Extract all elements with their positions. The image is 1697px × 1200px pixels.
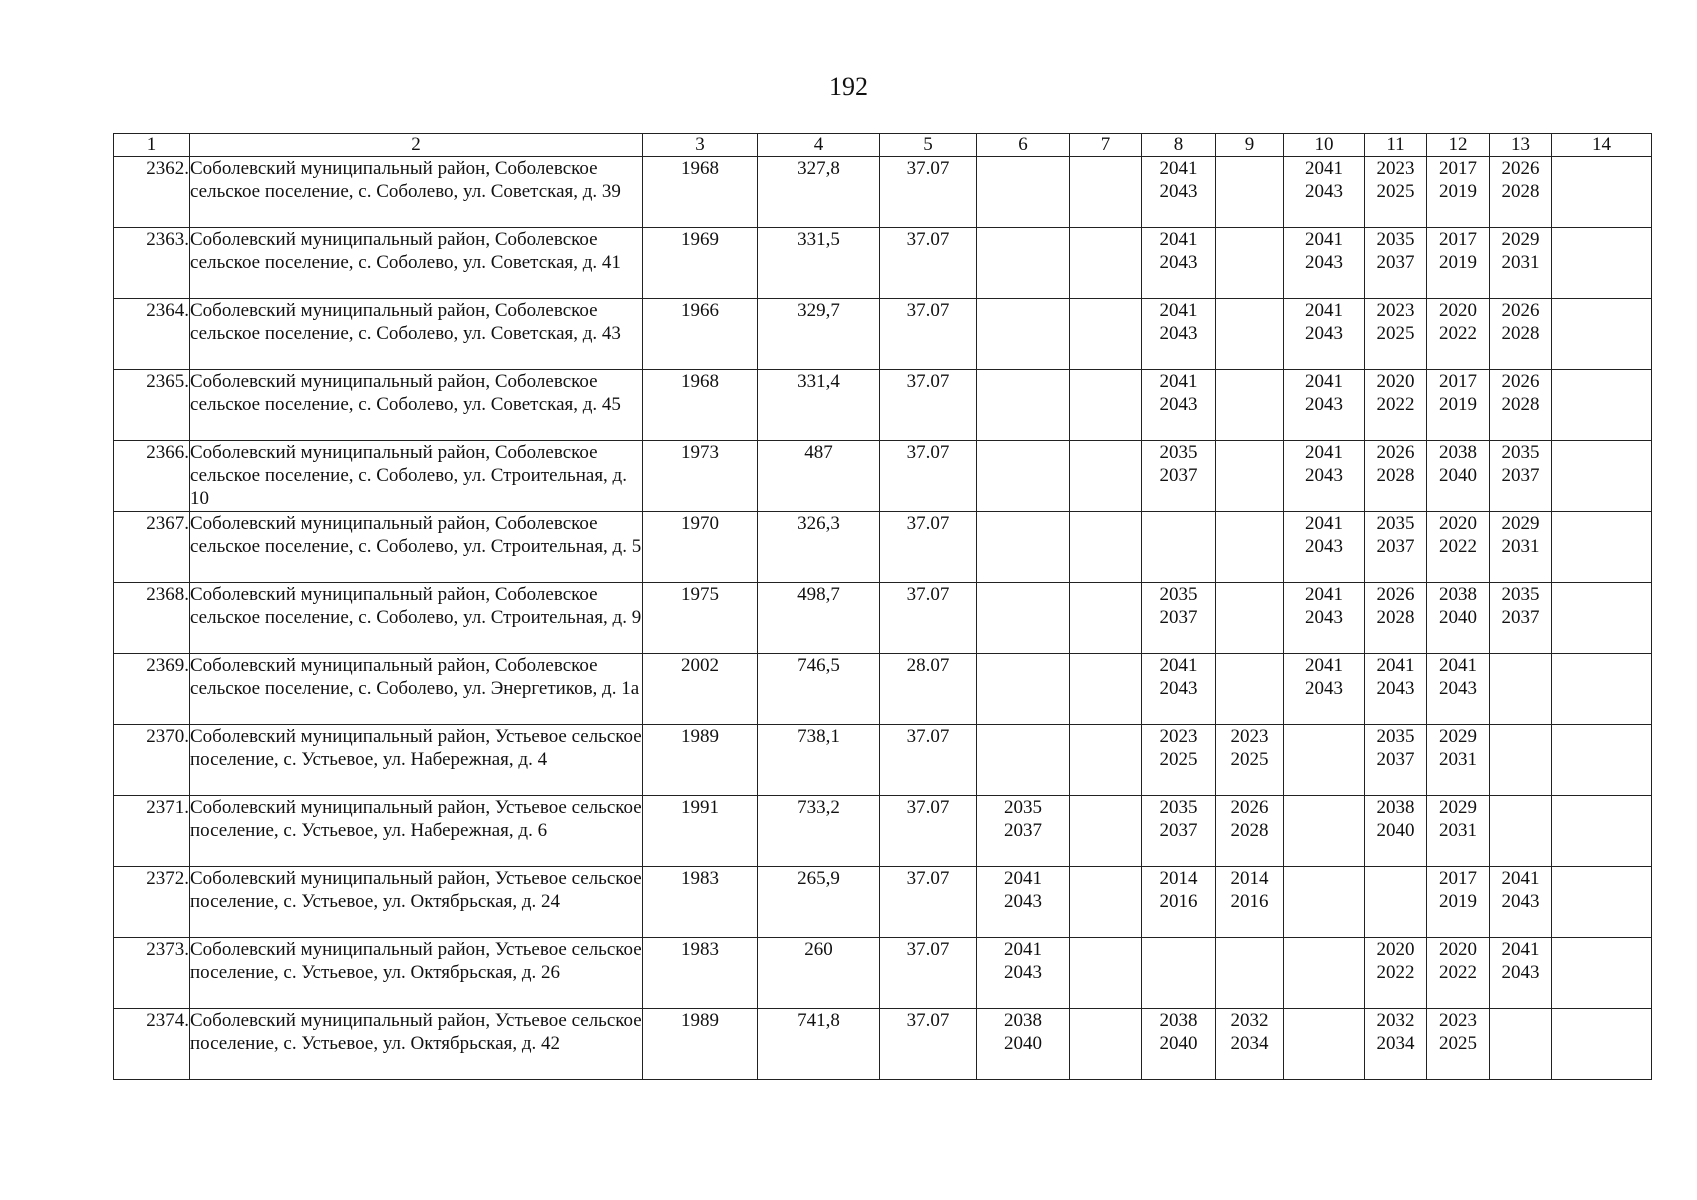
row-number-cell: 2368. bbox=[114, 583, 190, 654]
value-cell bbox=[1552, 796, 1652, 867]
value-cell: 1991 bbox=[643, 796, 758, 867]
value-cell: 1989 bbox=[643, 1009, 758, 1080]
value-cell: 37.07 bbox=[880, 512, 977, 583]
value-cell bbox=[1070, 370, 1142, 441]
value-cell bbox=[1216, 370, 1284, 441]
value-cell: 2020 2022 bbox=[1427, 299, 1490, 370]
value-cell: 2032 2034 bbox=[1216, 1009, 1284, 1080]
value-cell: 2038 2040 bbox=[1365, 796, 1427, 867]
value-cell bbox=[1216, 938, 1284, 1009]
value-cell: 2026 2028 bbox=[1216, 796, 1284, 867]
value-cell: 746,5 bbox=[758, 654, 880, 725]
value-cell bbox=[1070, 938, 1142, 1009]
row-number-cell: 2362. bbox=[114, 157, 190, 228]
value-cell bbox=[1552, 157, 1652, 228]
value-cell: 487 bbox=[758, 441, 880, 512]
value-cell: 2041 2043 bbox=[1142, 370, 1216, 441]
value-cell: 2014 2016 bbox=[1216, 867, 1284, 938]
value-cell bbox=[1284, 796, 1365, 867]
address-cell: Соболевский муниципальный район, Соболевское сельское поселение, с. Соболево, ул. Советская, д. 41 bbox=[190, 228, 643, 299]
address-cell: Соболевский муниципальный район, Устьевое сельское поселение, с. Устьевое, ул. Набережная, д. 6 bbox=[190, 796, 643, 867]
value-cell bbox=[1070, 157, 1142, 228]
value-cell bbox=[1070, 796, 1142, 867]
value-cell: 2029 2031 bbox=[1490, 228, 1552, 299]
value-cell: 37.07 bbox=[880, 583, 977, 654]
row-number-cell: 2371. bbox=[114, 796, 190, 867]
value-cell bbox=[977, 654, 1070, 725]
value-cell: 2029 2031 bbox=[1427, 796, 1490, 867]
value-cell bbox=[1070, 512, 1142, 583]
column-header: 10 bbox=[1284, 134, 1365, 157]
row-number-cell: 2365. bbox=[114, 370, 190, 441]
value-cell bbox=[1365, 867, 1427, 938]
value-cell: 37.07 bbox=[880, 441, 977, 512]
value-cell: 2035 2037 bbox=[1365, 512, 1427, 583]
value-cell bbox=[1070, 725, 1142, 796]
value-cell: 2017 2019 bbox=[1427, 867, 1490, 938]
column-header: 9 bbox=[1216, 134, 1284, 157]
value-cell: 741,8 bbox=[758, 1009, 880, 1080]
value-cell bbox=[1552, 512, 1652, 583]
value-cell: 2041 2043 bbox=[1284, 654, 1365, 725]
value-cell: 2002 bbox=[643, 654, 758, 725]
value-cell bbox=[1284, 938, 1365, 1009]
value-cell bbox=[1070, 228, 1142, 299]
row-number-cell: 2370. bbox=[114, 725, 190, 796]
table-row bbox=[114, 867, 1652, 938]
value-cell: 2035 2037 bbox=[1142, 441, 1216, 512]
table-row bbox=[114, 157, 1652, 228]
value-cell: 738,1 bbox=[758, 725, 880, 796]
page-number: 192 bbox=[829, 72, 868, 101]
value-cell: 329,7 bbox=[758, 299, 880, 370]
value-cell bbox=[1070, 583, 1142, 654]
value-cell: 2035 2037 bbox=[1490, 441, 1552, 512]
value-cell: 1968 bbox=[643, 157, 758, 228]
value-cell bbox=[1552, 583, 1652, 654]
value-cell: 2023 2025 bbox=[1365, 157, 1427, 228]
row-number-cell: 2363. bbox=[114, 228, 190, 299]
value-cell: 2014 2016 bbox=[1142, 867, 1216, 938]
value-cell bbox=[1552, 725, 1652, 796]
value-cell: 2041 2043 bbox=[1284, 370, 1365, 441]
column-header: 12 bbox=[1427, 134, 1490, 157]
table-row bbox=[114, 228, 1652, 299]
value-cell: 2041 2043 bbox=[1490, 938, 1552, 1009]
value-cell bbox=[1070, 867, 1142, 938]
value-cell bbox=[977, 157, 1070, 228]
value-cell: 265,9 bbox=[758, 867, 880, 938]
value-cell bbox=[1490, 725, 1552, 796]
value-cell bbox=[1216, 441, 1284, 512]
value-cell: 1968 bbox=[643, 370, 758, 441]
column-header: 7 bbox=[1070, 134, 1142, 157]
value-cell bbox=[1490, 1009, 1552, 1080]
value-cell bbox=[977, 299, 1070, 370]
value-cell: 2041 2043 bbox=[1427, 654, 1490, 725]
column-header: 5 bbox=[880, 134, 977, 157]
value-cell: 2038 2040 bbox=[977, 1009, 1070, 1080]
table-row bbox=[114, 370, 1652, 441]
value-cell bbox=[1552, 1009, 1652, 1080]
row-number-cell: 2367. bbox=[114, 512, 190, 583]
table-header-row bbox=[114, 134, 1652, 157]
value-cell bbox=[1216, 583, 1284, 654]
row-number-cell: 2374. bbox=[114, 1009, 190, 1080]
value-cell: 2020 2022 bbox=[1427, 938, 1490, 1009]
value-cell: 2035 2037 bbox=[1142, 796, 1216, 867]
value-cell bbox=[1216, 299, 1284, 370]
table-row bbox=[114, 1009, 1652, 1080]
address-cell: Соболевский муниципальный район, Устьевое сельское поселение, с. Устьевое, ул. Октябрьская, д. 26 bbox=[190, 938, 643, 1009]
value-cell: 1970 bbox=[643, 512, 758, 583]
value-cell bbox=[977, 583, 1070, 654]
address-cell: Соболевский муниципальный район, Соболевское сельское поселение, с. Соболево, ул. Строительная, д. 5 bbox=[190, 512, 643, 583]
table-row bbox=[114, 938, 1652, 1009]
value-cell: 326,3 bbox=[758, 512, 880, 583]
table-row bbox=[114, 512, 1652, 583]
value-cell bbox=[1552, 938, 1652, 1009]
value-cell: 2041 2043 bbox=[1284, 299, 1365, 370]
value-cell: 2026 2028 bbox=[1365, 441, 1427, 512]
value-cell: 2041 2043 bbox=[1284, 228, 1365, 299]
value-cell bbox=[977, 725, 1070, 796]
table-body bbox=[114, 157, 1652, 1080]
value-cell: 2038 2040 bbox=[1427, 441, 1490, 512]
address-cell: Соболевский муниципальный район, Устьевое сельское поселение, с. Устьевое, ул. Октябрьская, д. 42 bbox=[190, 1009, 643, 1080]
value-cell: 37.07 bbox=[880, 1009, 977, 1080]
column-header: 2 bbox=[190, 134, 643, 157]
value-cell: 2035 2037 bbox=[1142, 583, 1216, 654]
value-cell: 1983 bbox=[643, 867, 758, 938]
value-cell bbox=[1552, 441, 1652, 512]
value-cell: 37.07 bbox=[880, 796, 977, 867]
value-cell: 2041 2043 bbox=[1284, 441, 1365, 512]
value-cell bbox=[1552, 299, 1652, 370]
value-cell bbox=[977, 441, 1070, 512]
value-cell: 37.07 bbox=[880, 938, 977, 1009]
value-cell bbox=[977, 512, 1070, 583]
value-cell: 2023 2025 bbox=[1427, 1009, 1490, 1080]
value-cell: 37.07 bbox=[880, 370, 977, 441]
value-cell: 1983 bbox=[643, 938, 758, 1009]
value-cell: 498,7 bbox=[758, 583, 880, 654]
value-cell: 2041 2043 bbox=[1365, 654, 1427, 725]
value-cell bbox=[1552, 654, 1652, 725]
value-cell: 2035 2037 bbox=[977, 796, 1070, 867]
address-cell: Соболевский муниципальный район, Соболевское сельское поселение, с. Соболево, ул. Энергетиков, д. 1а bbox=[190, 654, 643, 725]
value-cell: 2029 2031 bbox=[1427, 725, 1490, 796]
value-cell: 2041 2043 bbox=[1142, 299, 1216, 370]
column-header: 8 bbox=[1142, 134, 1216, 157]
value-cell: 2041 2043 bbox=[1284, 583, 1365, 654]
address-cell: Соболевский муниципальный район, Соболевское сельское поселение, с. Соболево, ул. Строительная, д. 9 bbox=[190, 583, 643, 654]
column-header: 4 bbox=[758, 134, 880, 157]
value-cell: 1989 bbox=[643, 725, 758, 796]
value-cell: 2017 2019 bbox=[1427, 228, 1490, 299]
column-header: 14 bbox=[1552, 134, 1652, 157]
value-cell: 2026 2028 bbox=[1490, 370, 1552, 441]
table-row bbox=[114, 583, 1652, 654]
column-header: 6 bbox=[977, 134, 1070, 157]
value-cell bbox=[1216, 512, 1284, 583]
value-cell: 2041 2043 bbox=[1284, 157, 1365, 228]
value-cell bbox=[1552, 370, 1652, 441]
value-cell: 2026 2028 bbox=[1365, 583, 1427, 654]
value-cell bbox=[1142, 512, 1216, 583]
value-cell: 2035 2037 bbox=[1365, 725, 1427, 796]
value-cell: 2038 2040 bbox=[1142, 1009, 1216, 1080]
address-cell: Соболевский муниципальный район, Устьевое сельское поселение, с. Устьевое, ул. Набережная, д. 4 bbox=[190, 725, 643, 796]
value-cell: 331,5 bbox=[758, 228, 880, 299]
value-cell: 1975 bbox=[643, 583, 758, 654]
value-cell: 1973 bbox=[643, 441, 758, 512]
housing-table bbox=[113, 133, 1652, 1080]
value-cell: 2020 2022 bbox=[1365, 370, 1427, 441]
table-row bbox=[114, 299, 1652, 370]
value-cell bbox=[1490, 654, 1552, 725]
value-cell bbox=[1216, 157, 1284, 228]
value-cell bbox=[1284, 1009, 1365, 1080]
value-cell: 2041 2043 bbox=[1284, 512, 1365, 583]
value-cell: 327,8 bbox=[758, 157, 880, 228]
table-row bbox=[114, 796, 1652, 867]
value-cell: 1966 bbox=[643, 299, 758, 370]
address-cell: Соболевский муниципальный район, Соболевское сельское поселение, с. Соболево, ул. Советская, д. 43 bbox=[190, 299, 643, 370]
value-cell: 2026 2028 bbox=[1490, 157, 1552, 228]
value-cell: 2032 2034 bbox=[1365, 1009, 1427, 1080]
value-cell: 2041 2043 bbox=[977, 867, 1070, 938]
value-cell: 37.07 bbox=[880, 299, 977, 370]
column-header: 13 bbox=[1490, 134, 1552, 157]
address-cell: Соболевский муниципальный район, Соболевское сельское поселение, с. Соболево, ул. Строительная, д. 10 bbox=[190, 441, 643, 512]
value-cell: 2017 2019 bbox=[1427, 370, 1490, 441]
value-cell bbox=[1552, 228, 1652, 299]
column-header: 3 bbox=[643, 134, 758, 157]
row-number-cell: 2364. bbox=[114, 299, 190, 370]
value-cell: 37.07 bbox=[880, 157, 977, 228]
column-header: 11 bbox=[1365, 134, 1427, 157]
value-cell: 2020 2022 bbox=[1365, 938, 1427, 1009]
value-cell: 733,2 bbox=[758, 796, 880, 867]
value-cell: 2035 2037 bbox=[1365, 228, 1427, 299]
value-cell: 2041 2043 bbox=[1490, 867, 1552, 938]
value-cell: 2035 2037 bbox=[1490, 583, 1552, 654]
value-cell bbox=[1216, 228, 1284, 299]
value-cell: 2023 2025 bbox=[1142, 725, 1216, 796]
value-cell bbox=[1284, 725, 1365, 796]
value-cell: 2029 2031 bbox=[1490, 512, 1552, 583]
value-cell: 37.07 bbox=[880, 867, 977, 938]
value-cell: 260 bbox=[758, 938, 880, 1009]
value-cell: 2038 2040 bbox=[1427, 583, 1490, 654]
value-cell: 331,4 bbox=[758, 370, 880, 441]
value-cell: 37.07 bbox=[880, 228, 977, 299]
value-cell bbox=[1284, 867, 1365, 938]
value-cell: 2017 2019 bbox=[1427, 157, 1490, 228]
value-cell bbox=[1070, 654, 1142, 725]
value-cell: 2041 2043 bbox=[1142, 654, 1216, 725]
value-cell bbox=[977, 370, 1070, 441]
value-cell: 2041 2043 bbox=[1142, 228, 1216, 299]
column-header: 1 bbox=[114, 134, 190, 157]
value-cell bbox=[1070, 441, 1142, 512]
table-row bbox=[114, 654, 1652, 725]
address-cell: Соболевский муниципальный район, Устьевое сельское поселение, с. Устьевое, ул. Октябрьская, д. 24 bbox=[190, 867, 643, 938]
value-cell bbox=[1070, 299, 1142, 370]
value-cell bbox=[1490, 796, 1552, 867]
value-cell: 37.07 bbox=[880, 725, 977, 796]
value-cell bbox=[1216, 654, 1284, 725]
value-cell bbox=[1142, 938, 1216, 1009]
value-cell: 2041 2043 bbox=[1142, 157, 1216, 228]
value-cell bbox=[1552, 867, 1652, 938]
value-cell: 28.07 bbox=[880, 654, 977, 725]
value-cell bbox=[1070, 1009, 1142, 1080]
value-cell bbox=[977, 228, 1070, 299]
address-cell: Соболевский муниципальный район, Соболевское сельское поселение, с. Соболево, ул. Советская, д. 45 bbox=[190, 370, 643, 441]
value-cell: 1969 bbox=[643, 228, 758, 299]
table-row bbox=[114, 725, 1652, 796]
row-number-cell: 2366. bbox=[114, 441, 190, 512]
value-cell: 2026 2028 bbox=[1490, 299, 1552, 370]
row-number-cell: 2369. bbox=[114, 654, 190, 725]
address-cell: Соболевский муниципальный район, Соболевское сельское поселение, с. Соболево, ул. Советская, д. 39 bbox=[190, 157, 643, 228]
value-cell: 2041 2043 bbox=[977, 938, 1070, 1009]
value-cell: 2023 2025 bbox=[1216, 725, 1284, 796]
value-cell: 2023 2025 bbox=[1365, 299, 1427, 370]
value-cell: 2020 2022 bbox=[1427, 512, 1490, 583]
table-row bbox=[114, 441, 1652, 512]
row-number-cell: 2373. bbox=[114, 938, 190, 1009]
row-number-cell: 2372. bbox=[114, 867, 190, 938]
